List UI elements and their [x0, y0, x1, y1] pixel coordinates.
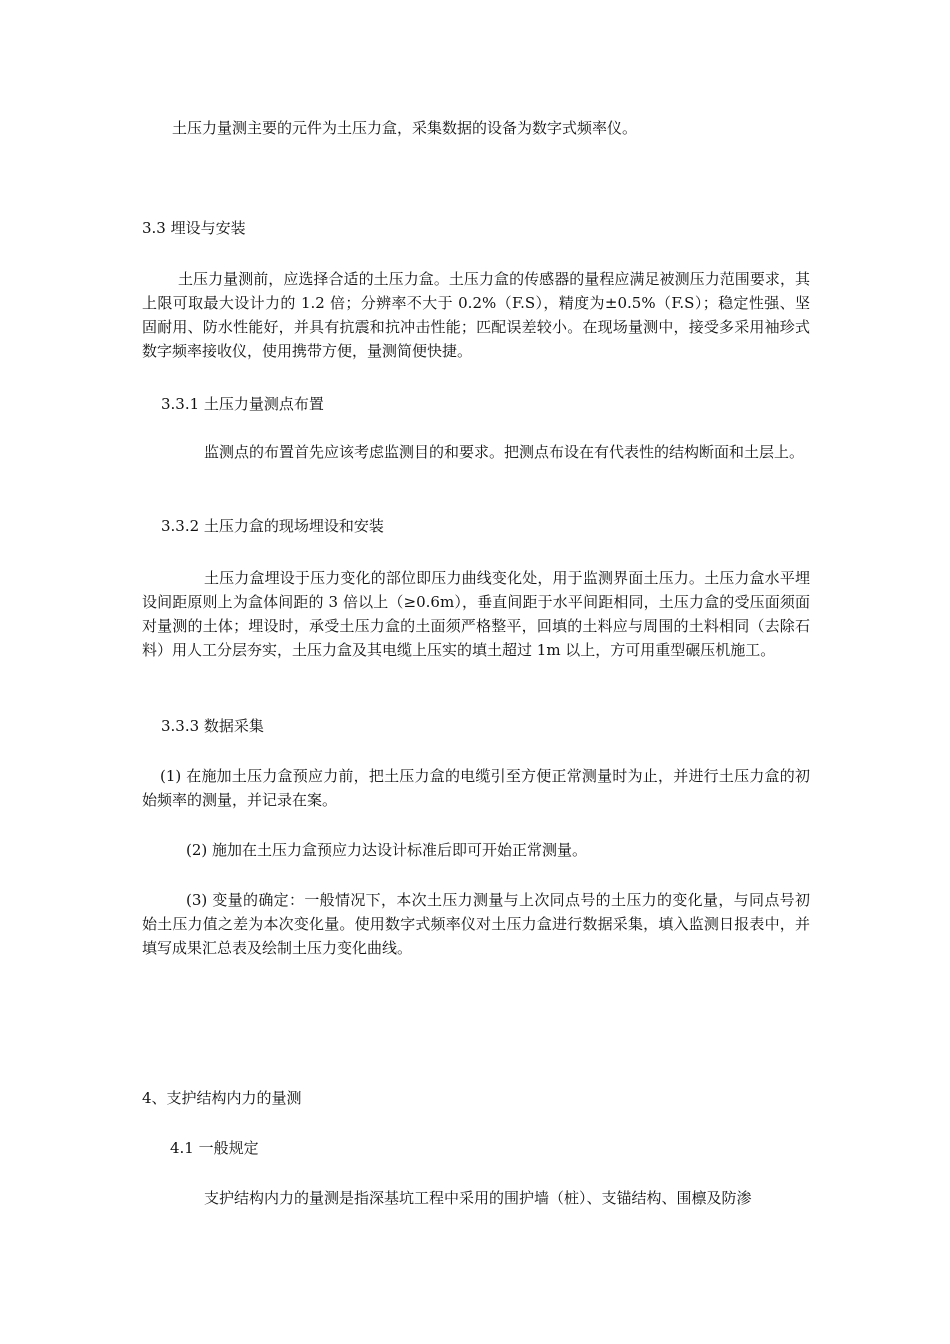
- section-3-3-1-paragraph: 监测点的布置首先应该考虑监测目的和要求。把测点布设在有代表性的结构断面和土层上。: [204, 443, 805, 461]
- section-4-1-heading: 4.1 一般规定: [170, 1139, 259, 1157]
- section-4-heading: 4、支护结构内力的量测: [142, 1089, 302, 1107]
- section-3-3-2-heading: 3.3.2 土压力盒的现场埋设和安装: [161, 517, 384, 535]
- section-4-1-paragraph: 支护结构内力的量测是指深基坑工程中采用的围护墙（桩）、支锚结构、围檩及防渗: [204, 1189, 752, 1207]
- section-3-3-2-paragraph: 土压力盒埋设于压力变化的部位即压力曲线变化处，用于监测界面土压力。土压力盒水平埋设间距原则上为盒体间距的 3 倍以上（≥0.6m），垂直间距于水平间距相同，土压力盒的受压面须面对量测的土体；埋设时，承受土压力盒的土面须严格整平，回填的土料应与周围的土料相同（去除石料）用人工分层夯实，土压力盒及其电缆上压实的填土超过 1m 以上，方可用重型碾压机施工。: [142, 569, 810, 659]
- section-3-3-1-heading: 3.3.1 土压力量测点布置: [161, 395, 324, 413]
- data-collection-item-1: (1) 在施加土压力盒预应力前，把土压力盒的电缆引至方便正常测量时为止，并进行土压力盒的初始频率的测量，并记录在案。: [142, 767, 810, 809]
- intro-paragraph: 土压力量测主要的元件为土压力盒，采集数据的设备为数字式频率仪。: [172, 119, 638, 137]
- section-3-3-3-heading: 3.3.3 数据采集: [161, 717, 264, 735]
- data-collection-item-3: (3) 变量的确定：一般情况下，本次土压力测量与上次同点号的土压力的变化量，与同点号初始土压力值之差为本次变化量。使用数字式频率仪对土压力盒进行数据采集，填入监测日报表中，并填写成果汇总表及绘制土压力变化曲线。: [142, 891, 810, 957]
- section-3-3-heading: 3.3 埋设与安装: [142, 219, 246, 237]
- data-collection-item-2: (2) 施加在土压力盒预应力达设计标准后即可开始正常测量。: [186, 841, 588, 859]
- section-3-3-paragraph: 土压力量测前，应选择合适的土压力盒。土压力盒的传感器的量程应满足被测压力范围要求，其上限可取最大设计力的 1.2 倍；分辨率不大于 0.2%（F.S），精度为±0.5%（F.S）；稳定性强、坚固耐用、防水性能好，并具有抗震和抗冲击性能；匹配误差较小。在现场量测中，接受多采用袖珍式数字频率接收仪，使用携带方便，量测简便快捷。: [142, 270, 810, 360]
